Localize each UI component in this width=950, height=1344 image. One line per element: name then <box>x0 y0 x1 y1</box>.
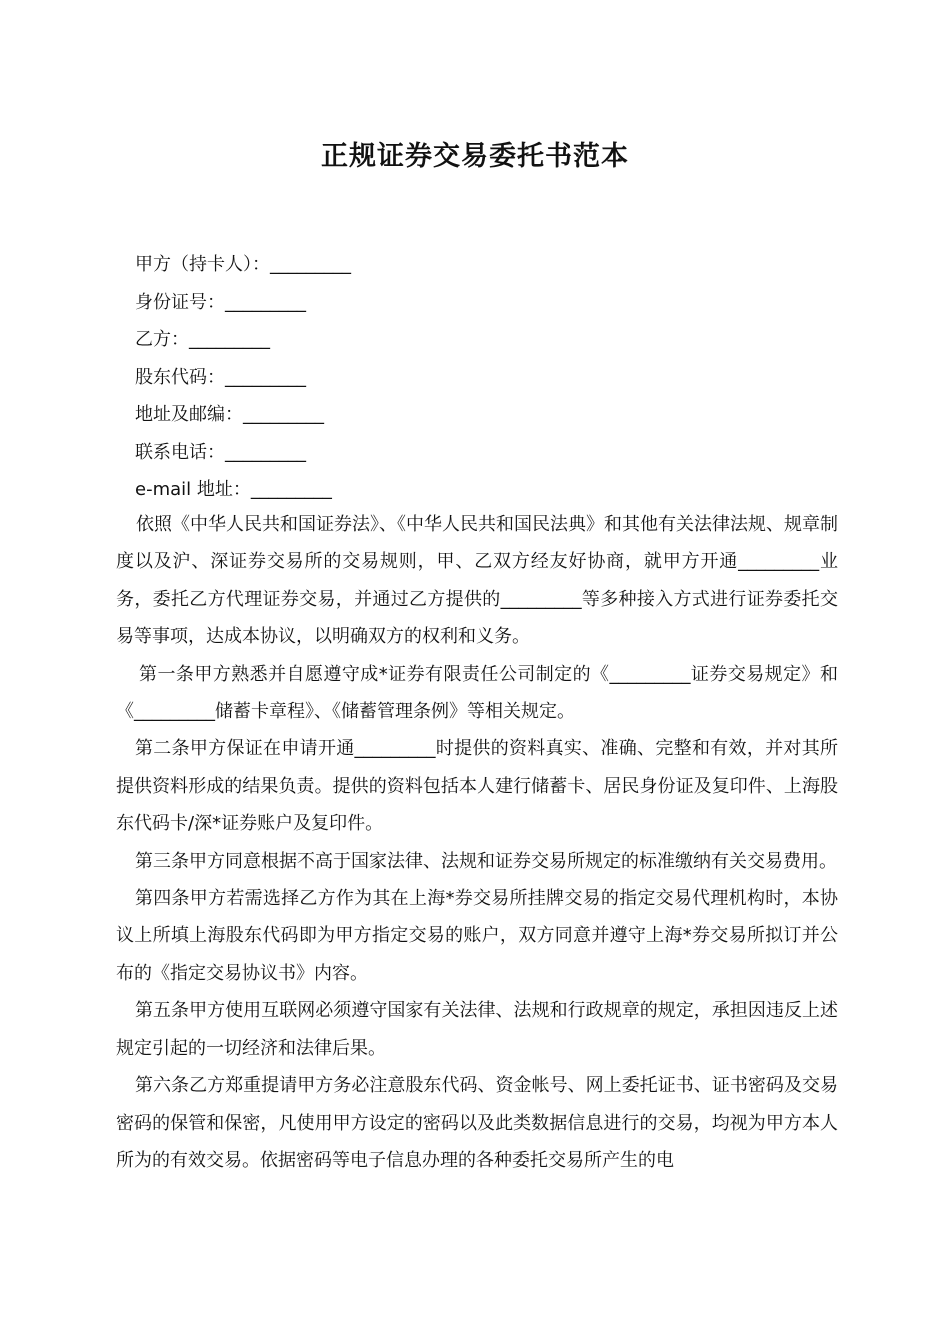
field-party-a: 甲方（持卡人）：_________ <box>135 254 351 275</box>
field-phone: 联系电话：_________ <box>135 441 306 463</box>
agreement-body <box>116 506 838 1179</box>
article-6-paragraph: 第六条乙方郑重提请甲方务必注意股东代码、资金帐号、网上委托证书、证书密码及交易密码的保管和保密，凡使用甲方设定的密码以及此类数据信息进行的交易，均视为甲方本人所为的有效交易。依据密码等电子信息办理的各种委托交易所产生的电 <box>116 1075 838 1171</box>
article-5-paragraph: 第五条甲方使用互联网必须遵守国家有关法律、法规和行政规章的规定，承担因违反上述规定引起的一切经济和法律后果。 <box>116 1000 838 1059</box>
field-email: e-mail 地址：_________ <box>135 479 332 500</box>
article-4-paragraph: 第四条甲方若需选择乙方作为其在上海*券交易所挂牌交易的指定交易代理机构时，本协议上所填上海股东代码即为甲方指定交易的账户，双方同意并遵守上海*券交易所拟订并公布的《指定交易协议书》内容。 <box>116 888 838 984</box>
field-shareholder-code: 股东代码：_________ <box>135 366 306 388</box>
party-info-fields <box>135 246 835 509</box>
preamble-paragraph: 依照《中华人民共和国证券法》、《中华人民共和国民法典》和其他有关法律法规、规章制度以及沪、深证券交易所的交易规则，甲、乙双方经友好协商，就甲方开通_________业务，委托乙方代理证券交易，并通过乙方提供的_________等多种接入方式进行证券委托交易等事项，达成本协议，以明确双方的权利和义务。 <box>116 514 838 648</box>
document-title: 正规证券交易委托书范本 <box>321 141 629 172</box>
article-3-paragraph: 第三条甲方同意根据不高于国家法律、法规和证券交易所规定的标准缴纳有关交易费用。 <box>135 850 837 872</box>
article-2-paragraph: 第二条甲方保证在申请开通_________时提供的资料真实、准确、完整和有效，并对其所提供资料形成的结果负责。提供的资料包括本人建行储蓄卡、居民身份证及复印件、上海股东代码卡/深*证券账户及复印件。 <box>116 738 838 835</box>
field-address-postcode: 地址及邮编：_________ <box>135 404 324 425</box>
article-1-paragraph: 第一条甲方熟悉并自愿遵守成*证券有限责任公司制定的《_________证券交易规定》和《_________储蓄卡章程》、《储蓄管理条例》等相关规定。 <box>116 663 838 723</box>
field-party-b: 乙方：_________ <box>135 329 270 350</box>
field-id-number: 身份证号：_________ <box>135 291 306 313</box>
